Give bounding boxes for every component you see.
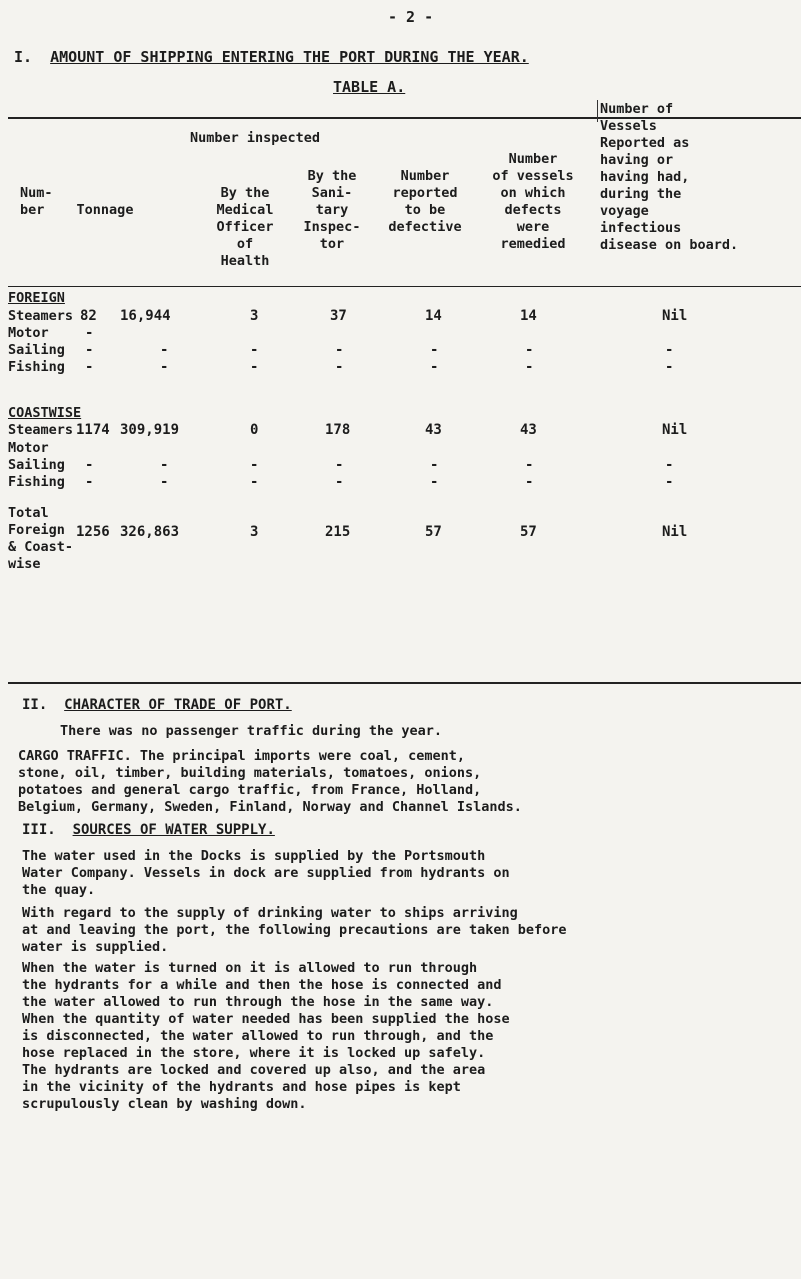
cell-medical: -	[250, 342, 259, 358]
table-label: TABLE A.	[333, 78, 406, 96]
table-column-divider	[597, 100, 598, 122]
row-label: Steamers	[8, 422, 74, 438]
cell-number: 82	[80, 308, 97, 324]
section-2-paragraph-2: CARGO TRAFFIC. The principal imports were coal, cement, stone, oil, timber, building materials, tomatoes, onions, potatoes and general cargo traffic, from France, Holland, Belgium, Germany, Sweden, Finland, Norway and Channel Islands.	[18, 748, 522, 815]
cell-defective: 43	[425, 422, 442, 438]
cell-number: -	[85, 325, 94, 341]
header-sanitary-inspector: By the Sani- tary Inspec- tor	[303, 168, 361, 252]
section-1-number: I.	[14, 48, 33, 66]
cell-defective: 14	[425, 308, 442, 324]
row-label: Fishing	[8, 474, 65, 490]
cell-remedied: -	[525, 359, 534, 375]
cell-sanitary: 215	[325, 524, 351, 540]
cell-medical: -	[250, 474, 259, 490]
cell-tonnage: 326,863	[120, 524, 180, 540]
cell-medical: 3	[250, 308, 259, 324]
header-infectious-disease: Number of Vessels Reported as having or having had, during the voyage infectious disease on board.	[600, 101, 739, 253]
cell-number: -	[85, 457, 94, 473]
cell-sanitary: 178	[325, 422, 351, 438]
cell-sanitary: -	[335, 342, 344, 358]
table-bottom-rule	[8, 682, 801, 684]
cell-tonnage: 16,944	[120, 308, 171, 324]
header-medical-officer: By the Medical Officer of Health	[216, 185, 274, 269]
cell-number: -	[85, 359, 94, 375]
cell-sanitary: -	[335, 474, 344, 490]
cell-medical: -	[250, 457, 259, 473]
cell-remedied: 14	[520, 308, 537, 324]
row-label: Sailing	[8, 342, 65, 358]
cell-infectious: Nil	[662, 422, 688, 438]
cell-defective: 57	[425, 524, 442, 540]
cell-defective: -	[430, 342, 439, 358]
header-defects-remedied: Number of vessels on which defects were remedied	[492, 151, 574, 252]
cell-defective: -	[430, 474, 439, 490]
row-label: Steamers	[8, 308, 74, 324]
cell-tonnage: 309,919	[120, 422, 180, 438]
section-3-number: III.	[22, 822, 56, 838]
cell-medical: 0	[250, 422, 259, 438]
section-3-title: SOURCES OF WATER SUPPLY.	[72, 822, 275, 838]
cell-remedied: -	[525, 457, 534, 473]
cell-remedied: -	[525, 474, 534, 490]
page-number: - 2 -	[388, 8, 434, 26]
cell-infectious: -	[665, 359, 674, 375]
cell-medical: 3	[250, 524, 259, 540]
cell-defective: -	[430, 359, 439, 375]
row-label-total: Total Foreign & Coast- wise	[8, 505, 74, 572]
row-label: Fishing	[8, 359, 65, 375]
cell-tonnage: -	[160, 342, 169, 358]
section-3-paragraph-2: With regard to the supply of drinking water to ships arriving at and leaving the port, the following precautions are taken before water is supplied.	[22, 905, 567, 955]
cell-number: 1174	[76, 422, 110, 438]
section-2-heading	[22, 697, 292, 713]
cell-number: -	[85, 474, 94, 490]
header-number: Num- ber	[20, 185, 53, 218]
cell-infectious: -	[665, 342, 674, 358]
section-2-paragraph-1: There was no passenger traffic during the year.	[60, 723, 443, 739]
cell-medical: -	[250, 359, 259, 375]
cell-remedied: -	[525, 342, 534, 358]
section-2-title: CHARACTER OF TRADE OF PORT.	[64, 697, 292, 713]
cell-remedied: 57	[520, 524, 537, 540]
section-title-coastwise: COASTWISE	[8, 405, 82, 421]
section-1-heading	[14, 48, 529, 66]
section-title-foreign: FOREIGN	[8, 290, 65, 306]
cell-tonnage: -	[160, 457, 169, 473]
header-reported-defective: Number reported to be defective	[388, 168, 462, 235]
row-label: Motor	[8, 440, 49, 456]
cell-infectious: -	[665, 474, 674, 490]
cell-sanitary: 37	[330, 308, 347, 324]
section-1-title: AMOUNT OF SHIPPING ENTERING THE PORT DURING THE YEAR.	[50, 48, 529, 66]
cell-infectious: Nil	[662, 524, 688, 540]
cell-sanitary: -	[335, 457, 344, 473]
section-2-number: II.	[22, 697, 48, 713]
section-3-paragraph-1: The water used in the Docks is supplied by the Portsmouth Water Company. Vessels in dock are supplied from hydrants on the quay.	[22, 848, 510, 898]
row-label: Sailing	[8, 457, 65, 473]
cell-sanitary: -	[335, 359, 344, 375]
header-number-inspected: Number inspected	[189, 130, 321, 146]
section-3-heading	[22, 822, 275, 838]
cell-tonnage: -	[160, 474, 169, 490]
section-3-paragraph-3: When the water is turned on it is allowed to run through the hydrants for a while and then the hose is connected and the water allowed to run through the hose in the same way. When the quantity of water needed has been supplied the hose is disconnected, the water allowed to run through, and the hose replaced in the store, where it is locked up safely. The hydrants are locked and covered up also, and the area in the vicinity of the hydrants and hose pipes is kept scrupulously clean by washing down.	[22, 960, 510, 1112]
cell-infectious: Nil	[662, 308, 688, 324]
header-tonnage: Tonnage	[76, 202, 134, 218]
cell-number: 1256	[76, 524, 110, 540]
row-label: Motor	[8, 325, 49, 341]
cell-infectious: -	[665, 457, 674, 473]
cell-remedied: 43	[520, 422, 537, 438]
cell-defective: -	[430, 457, 439, 473]
cell-number: -	[85, 342, 94, 358]
cell-tonnage: -	[160, 359, 169, 375]
table-header-rule	[8, 286, 801, 287]
